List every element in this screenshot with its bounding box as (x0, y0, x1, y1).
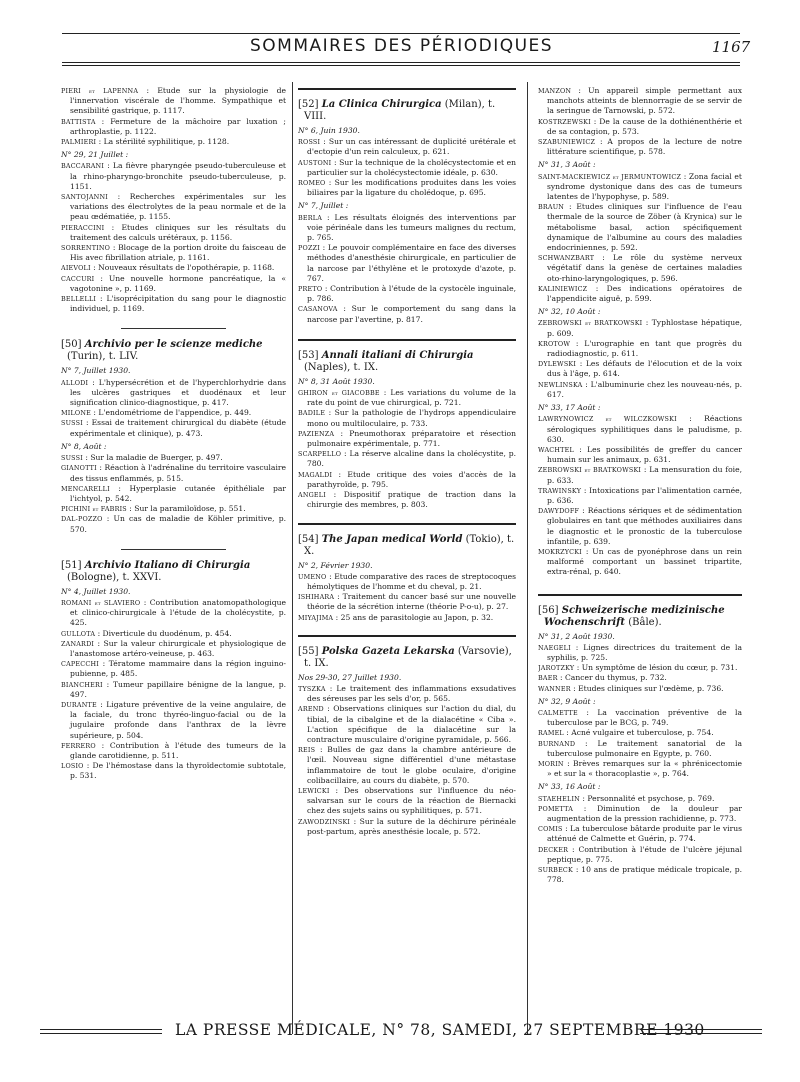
entry: ROMEO : Sur les modifications produites dans les voies biliaires par la ligature du cholédoque, p. 695. (298, 178, 516, 198)
entry: PICHINI et FABRIS : Sur la paramiloïdose, p. 551. (61, 504, 246, 514)
issue-date: N° 7, Juillet 1930. (61, 366, 131, 376)
author-name: PRETO (298, 285, 323, 294)
issue-date: N° 32, 10 Août : (538, 307, 601, 317)
author-name: MIYAJIMA (298, 613, 334, 622)
entry: MANZON : Un appareil simple permettant aux manchots atteints de blennorragie de se servir de la seringue de Tarnowski, p. 572. (538, 86, 742, 116)
author-name: NEWLINSKA (538, 380, 583, 389)
journal-title: Archivio per le scienze mediche (84, 339, 263, 351)
entry: BATTISTA : Fermeture de la mâchoire par luxation ; arthroplastie, p. 1122. (61, 116, 286, 136)
journal-title: Schweizerische medizinische Wochenschrift (544, 604, 725, 628)
journal-heading: [51] Archivio Italiano di Chirurgia (Bologne), t. XXVI. (61, 559, 251, 583)
author-name: BELLELLI (61, 295, 97, 304)
entry: BACCARANI : La fièvre pharyngée pseudo-tuberculeuse et la rhino-pharyngo-bronchite pseudo-tuberculeuse, p. 1151. (61, 161, 286, 191)
author-name: TRAWINSKY (538, 486, 582, 495)
author-name: LEWICKI (298, 786, 330, 795)
entry: FERRERO : Contribution à l'étude des tumeurs de la glande carotidienne, p. 511. (61, 740, 286, 760)
entry: DURANTE : Ligature préventive de la veine angulaire, de la faciale, du tronc thyréo-linguo-facial ou de la jugulaire profonde dans l'anthrax de la lèvre supérieure, p. 504. (61, 699, 286, 740)
entry: PRETO : Contribution à l'étude de la cystocèle inguinale, p. 786. (298, 284, 516, 304)
issue-date: N° 4, Juillet 1930. (61, 586, 131, 596)
entry: DAWYDOFF : Réactions sériques et de sédimentation globulaires en tant que méthodes auxiliaires dans le diagnostic et le pronostic de la tuberculose infantile, p. 639. (538, 506, 742, 546)
author-name: WANNER (538, 684, 571, 693)
author-name: MENCARELLI (61, 484, 110, 493)
entry: NEWLINSKA : L'albuminurie chez les nouveau-nés, p. 617. (538, 379, 742, 399)
journal-heading: [56] Schweizerische medizinische Wochenschrift (Bâle). (538, 604, 725, 628)
entry: MAGALDI : Etude critique des voies d'accès de la parathyroïde, p. 795. (298, 469, 516, 489)
author-name: GHIRON et GIACOBBE (298, 389, 380, 398)
author-name: CAPECCHI (61, 660, 99, 669)
issue-date: N° 8, Août : (61, 441, 107, 451)
entry: UMENO : Etude comparative des races de streptocoques hémolytiques de l'homme et du cheval, p. 21. (298, 571, 516, 591)
author-name: BAER (538, 674, 558, 683)
author-name: SCHWANZBART (538, 254, 595, 263)
header-rule-bottom-2 (62, 65, 740, 66)
column-3 (538, 86, 742, 1031)
entry: PAZIENZA : Pneumothorax préparatoire et résection pulmonaire expérimentale, p. 771. (298, 428, 516, 449)
entry: MENCARELLI : Hyperplasie cutanée épithéliale par l'ichtyol, p. 542. (61, 483, 286, 503)
author-name: ROSSI (298, 138, 321, 147)
issue-date: N° 31, 2 Août 1930. (538, 631, 615, 641)
author-name: WACHTEL (538, 445, 574, 454)
author-name: ZANARDI (61, 639, 95, 648)
author-name: DAWYDOFF (538, 507, 580, 516)
entry: COMIS : La tuberculose bâtarde produite par le virus atténué de Calmette et Guérin, p. 774. (538, 824, 742, 844)
entry: PIERI et LAPENNA : Etude sur la physiologie de l'innervation viscérale de l'homme. Sympathique et sensibilité gastrique, p. 1117. (61, 86, 286, 116)
author-name: PAZIENZA (298, 429, 335, 438)
entry: SURBECK : 10 ans de pratique médicale tropicale, p. 778. (538, 865, 742, 885)
entry: RAMEL : Acné vulgaire et tuberculose, p. 754. (538, 728, 714, 738)
footer-rule-right (640, 1029, 762, 1030)
entry: MORIN : Brèves remarques sur la « phrénicectomie » et sur la « thoracoplastie », p. 764. (538, 758, 742, 779)
author-name: MORIN (538, 759, 564, 768)
issue-date: N° 6, Juin 1930. (298, 126, 360, 135)
footer-rule-right-2 (640, 1033, 762, 1034)
author-name: ZAWODZINSKI (298, 817, 351, 826)
journal-heading: [55] Polska Gazeta Lekarska (Varsovie), t. IX. (298, 645, 512, 669)
author-name: AREND (298, 705, 324, 714)
entry: LOSIO : De l'hémostase dans la thyroïdectomie subtotale, p. 531. (61, 761, 286, 781)
author-name: KROTOW (538, 339, 571, 348)
entry: LEWICKI : Des observations sur l'influence du néo-salvarsan sur le cours de la réaction de Biernacki chez des sujets sains ou syphilitiques, p. 571. (298, 785, 516, 816)
entry: SUSSI : Essai de traitement chirurgical du diabète (étude expérimentale et clinique), p. 473. (61, 418, 286, 438)
author-name: ZEBROWSKI et BRATKOWSKI (538, 466, 642, 475)
entry: KALINIEWICZ : Des indications opératoires de l'appendicite aiguë, p. 599. (538, 283, 742, 304)
entry: ALLODI : L'hypersécrétion et de l'hyperchlorhydrie dans les ulcères gastriques et duodénaux et leur signification clinico-diagnostique, p. 417. (61, 377, 286, 408)
entry: WANNER : Etudes cliniques sur l'œdème, p. 736. (538, 683, 724, 693)
author-name: SUSSI (61, 419, 83, 428)
section-separator (61, 322, 286, 334)
author-name: PICHINI et FABRIS (61, 505, 127, 514)
author-name: CALMETTE (538, 708, 578, 717)
author-name: RAMEL (538, 729, 564, 738)
author-name: DYLEWSKI (538, 360, 577, 369)
entry: CASANOVA : Sur le comportement du sang dans la narcose par l'avertine, p. 817. (298, 304, 516, 324)
section-separator (298, 88, 516, 90)
issue-date: Nos 29-30, 27 Juillet 1930. (298, 672, 402, 682)
entry: SANTOJANNI : Recherches expérimentales sur les variations des électrolytes de la peau normale et de la peau œdématiée, p. 1155. (61, 192, 286, 222)
page-header-title: SOMMAIRES DES PÉRIODIQUES (250, 36, 554, 56)
author-name: POMETTA (538, 804, 574, 813)
entry: TYSZKA : Le traitement des inflammations exsudatives des séreuses par les sels d'or, p. 565. (298, 683, 516, 704)
author-name: BACCARANI (61, 162, 105, 171)
author-name: MOKRZYCKI (538, 547, 582, 556)
entry: ZEBROWSKI et BRATKOWSKI : La mensuration du foie, p. 633. (538, 465, 742, 485)
author-name: ROMEO (298, 179, 326, 188)
author-name: MILONE (61, 409, 92, 418)
issue-date: N° 32, 9 Août : (538, 696, 596, 706)
author-name: TYSZKA (298, 684, 326, 693)
author-name: CASANOVA (298, 305, 338, 314)
issue-date: N° 2, Février 1930. (298, 560, 373, 570)
entry: DAL-POZZO : Un cas de maladie de Köhler primitive, p. 570. (61, 514, 286, 534)
entry: LAWRYNOWICZ et WILCZKOWSKI : Réactions sérologiques syphilitiques dans le paludisme, p. 630. (538, 414, 742, 444)
entry: SCHWANZBART : Le rôle du système nerveux végétatif dans la genèse de certaines maladies oto-rhino-laryngologiques, p. 596. (538, 253, 742, 283)
journal-title: Annali italiani di Chirurgia (321, 349, 474, 361)
author-name: KALINIEWICZ (538, 284, 588, 293)
journal-heading: [54] The Japan medical World (Tokio), t. X. (298, 533, 515, 557)
entry: MIYAJIMA : 25 ans de parasitologie au Japon, p. 32. (298, 612, 494, 622)
author-name: SZABUNIEWICZ (538, 138, 596, 147)
entry: CALMETTE : La vaccination préventive de la tuberculose par le BCG, p. 749. (538, 707, 742, 728)
author-name: PALMIERI (61, 138, 97, 147)
header-rule-bottom (62, 62, 740, 63)
author-name: POZZI (298, 244, 320, 253)
author-name: PIERI et LAPENNA (61, 87, 139, 95)
issue-date: N° 33, 16 Août : (538, 782, 601, 792)
entry: GIANOTTI : Réaction à l'adrénaline du territoire vasculaire des tissus enflammés, p. 515. (61, 463, 286, 483)
author-name: FERRERO (61, 741, 96, 750)
author-name: MANZON (538, 87, 572, 95)
section-separator (298, 339, 516, 341)
entry: KROTOW : L'urographie en tant que progrès du radiodiagnostic, p. 611. (538, 338, 742, 359)
footer-rule-left (40, 1029, 162, 1030)
entry: ROMANI et SLAVIERO : Contribution anatomopathologique et clinico-chirurgicale à l'étude de la cholécystite, p. 425. (61, 597, 286, 628)
journal-heading: [52] La Clinica Chirurgica (Milan), t. VIII. (298, 99, 496, 122)
entry: PIERACCINI : Etudes cliniques sur les résultats du traitement des calculs urétéraux, p. 1156. (61, 222, 286, 242)
entry: DYLEWSKI : Les défauts de l'élocution et de la voix dus à l'âge, p. 614. (538, 359, 742, 379)
author-name: BURNAND (538, 739, 576, 748)
footer-rule-left-2 (40, 1033, 162, 1034)
entry: AUSTONI : Sur la technique de la cholécystectomie et en particulier sur la cholécystectomie idéale, p. 630. (298, 157, 516, 177)
author-name: SCARPELLO (298, 450, 342, 459)
section-separator (298, 635, 516, 637)
entry: MILONE : L'endométriome de l'appendice, p. 449. (61, 408, 252, 418)
issue-date: N° 33, 17 Août : (538, 403, 601, 413)
author-name: SURBECK (538, 866, 574, 875)
author-name: ZEBROWSKI et BRATKOWSKI (538, 319, 643, 328)
author-name: MAGALDI (298, 470, 333, 479)
author-name: ANGELI (298, 491, 326, 500)
journal-heading: [50] Archivio per le scienze mediche (Turin), t. LIV. (61, 339, 263, 363)
footer-text: LA PRESSE MÉDICALE, N° 78, SAMEDI, 27 SEPTEMBRE 1930 (175, 1021, 705, 1039)
author-name: ALLODI (61, 378, 89, 387)
entry: AIEVOLI : Nouveaux résultats de l'opothérapie, p. 1168. (61, 263, 275, 273)
journal-title: Polska Gazeta Lekarska (321, 645, 455, 657)
entry: BELLELLI : L'isoprécipitation du sang pour le diagnostic individuel, p. 1169. (61, 294, 286, 314)
entry: WACHTEL : Les possibilités de greffer du cancer humain sur les animaux, p. 631. (538, 444, 742, 465)
entry: ZEBROWSKI et BRATKOWSKI : Typhlostase hépatique, p. 609. (538, 318, 742, 338)
author-name: BERLA (298, 213, 323, 222)
entry: GULLOTA : Diverticule du duodénum, p. 454. (61, 628, 232, 638)
entry: SUSSI : Sur la maladie de Buerger, p. 497. (61, 453, 223, 463)
author-name: DAL-POZZO (61, 515, 103, 524)
author-name: SORRENTINO (61, 244, 111, 253)
entry: POZZI : Le pouvoir complémentaire en face des diverses méthodes d'anesthésie chirurgicale, en particulier de la narcose par l'éthylène et le protoxyde d'azote, p. 767. (298, 243, 516, 283)
column-1 (61, 86, 286, 1031)
entry: ANGELI : Dispositif pratique de traction dans la chirurgie des membres, p. 803. (298, 490, 516, 510)
entry: STAEHELIN : Personnalité et psychose, p. 769. (538, 793, 715, 803)
entry: BRAUN : Etudes cliniques sur l'influence de l'eau thermale de la source de Zöber (à Krynica) sur le métabolisme basal, action spécifiquement dynamique de l'albumine au cours des maladies endocriniennes, p. 592. (538, 202, 742, 253)
issue-date: N° 29, 21 Juillet : (61, 150, 129, 160)
author-name: BATTISTA (61, 117, 96, 126)
entry: AREND : Observations cliniques sur l'action du dial, du tibial, de la cibalgine et de la dialacétine « Ciba ». L'action spécifique de la dialacétine sur la contracture musculaire d'origine pyramidale, p. 566. (298, 704, 516, 744)
entry: BAER : Cancer du thymus, p. 732. (538, 673, 667, 683)
author-name: SAINT-MACKIEWICZ et JERMUNTOWICZ (538, 172, 682, 181)
author-name: LAWRYNOWICZ et WILCZKOWSKI (538, 415, 677, 424)
section-separator (298, 523, 516, 525)
entry: NAEGELI : Lignes directrices du traitement de la syphilis, p. 725. (538, 642, 742, 662)
entry: CACCURI : Une nouvelle hormone pancréatique, la « vagotonine », p. 1169. (61, 273, 286, 293)
entry: SAINT-MACKIEWICZ et JERMUNTOWICZ : Zona facial et syndrome dystonique dans des cas de tumeurs latentes de l'hypophyse, p. 589. (538, 171, 742, 202)
entry: ROSSI : Sur un cas intéressant de duplicité urétérale et d'ectopie d'un rein calculeux, p. 621. (298, 137, 516, 157)
entry: BURNAND : Le traitement sanatorial de la tuberculose pulmonaire en Egypte, p. 760. (538, 738, 742, 758)
author-name: COMIS (538, 825, 563, 834)
page-number: 1167 (712, 38, 751, 56)
journal-title: Archivio Italiano di Chirurgia (84, 559, 251, 571)
author-name: DECKER (538, 845, 569, 854)
issue-date: N° 31, 3 Août : (538, 160, 596, 170)
author-name: SUSSI (61, 454, 83, 463)
author-name: ROMANI et SLAVIERO (61, 598, 141, 607)
entry: GHIRON et GIACOBBE : Les variations du volume de la rate du point de vue chirurgical, p. 721. (298, 388, 516, 408)
header-rule-top (62, 33, 740, 34)
author-name: BIANCHERI (61, 680, 103, 689)
entry: SORRENTINO : Blocage de la portion droite du faisceau de His avec fibrillation atriale, p. 1161. (61, 243, 286, 263)
author-name: KOSTRZEWSKI (538, 117, 591, 126)
author-name: GIANOTTI (61, 464, 97, 473)
author-name: ISHIHARA (298, 593, 335, 602)
entry: MOKRZYCKI : Un cas de pyonéphrose dans un rein malformé comportant un bassinet tripartite, extra-rénal, p. 640. (538, 546, 742, 577)
entry: SZABUNIEWICZ : A propos de la lecture de notre littérature scientifique, p. 578. (538, 137, 742, 157)
author-name: CACCURI (61, 274, 95, 283)
author-name: GULLOTA (61, 629, 96, 638)
journal-heading: [53] Annali italiani di Chirurgia (Naples), t. IX. (298, 349, 474, 373)
author-name: AUSTONI (298, 158, 332, 167)
entry: TRAWINSKY : Intoxications par l'alimentation carnée, p. 636. (538, 485, 742, 505)
journal-title: The Japan medical World (321, 533, 463, 545)
author-name: BRAUN (538, 203, 565, 212)
entry: BERLA : Les résultats éloignés des interventions par voie périnéale dans les tumeurs malignes du rectum, p. 765. (298, 212, 516, 243)
section-separator (61, 543, 286, 555)
author-name: UMENO (298, 572, 327, 581)
entry: CAPECCHI : Tératome mammaire dans la région inguino-pubienne, p. 485. (61, 659, 286, 679)
issue-date: N° 8, 31 Août 1930. (298, 376, 375, 386)
entry: JAROTZKY : Un symptôme de lésion du cœur, p. 731. (538, 663, 738, 673)
author-name: PIERACCINI (61, 223, 105, 232)
entry: KOSTRZEWSKI : De la cause de la dothiénenthérie et de sa contagion, p. 573. (538, 116, 742, 136)
entry: SCARPELLO : La réserve alcaline dans la cholécystite, p. 780. (298, 449, 516, 469)
entry: ISHIHARA : Traitement du cancer basé sur une nouvelle théorie de la sécrétion interne (théorie P-o-u), p. 27. (298, 592, 516, 612)
entry: PALMIERI : La stérilité syphilitique, p. 1128. (61, 137, 230, 147)
entry: BIANCHERI : Tumeur papillaire bénigne de la langue, p. 497. (61, 679, 286, 699)
entry: REIS : Bulles de gaz dans la chambre antérieure de l'œil. Nouveau signe différentiel d'une métastase inflammatoire de tout le globe oculaire, d'origine colibacillaire, au cours du diabète, p. 570. (298, 745, 516, 785)
author-name: SANTOJANNI (61, 193, 108, 202)
entry: ZAWODZINSKI : Sur la suture de la déchirure périnéale post-partum, après anesthésie locale, p. 572. (298, 816, 516, 836)
entry: ZANARDI : Sur la valeur chirurgicale et physiologique de l'anastomose artéro-veineuse, p. 463. (61, 638, 286, 658)
author-name: JAROTZKY (538, 664, 575, 673)
author-name: REIS (298, 746, 316, 755)
author-name: AIEVOLI (61, 264, 91, 273)
column-divider-1 (292, 82, 293, 1034)
column-divider-2 (527, 82, 528, 1034)
entry: BADILE : Sur la pathologie de l'hydrops appendiculaire mono ou multiloculaire, p. 733. (298, 408, 516, 428)
author-name: NAEGELI (538, 643, 571, 652)
issue-date: N° 7, Juillet : (298, 201, 349, 211)
author-name: DURANTE (61, 700, 97, 709)
author-name: BADILE (298, 409, 326, 418)
author-name: STAEHELIN (538, 794, 580, 803)
entry: DECKER : Contribution à l'étude de l'ulcère jéjunal peptique, p. 775. (538, 844, 742, 864)
entry: POMETTA : Diminution de la douleur par augmentation de la pression rachidienne, p. 773. (538, 803, 742, 823)
column-2 (298, 86, 516, 1031)
section-separator (538, 594, 742, 596)
journal-title: La Clinica Chirurgica (321, 99, 442, 110)
author-name: LOSIO (61, 762, 84, 771)
